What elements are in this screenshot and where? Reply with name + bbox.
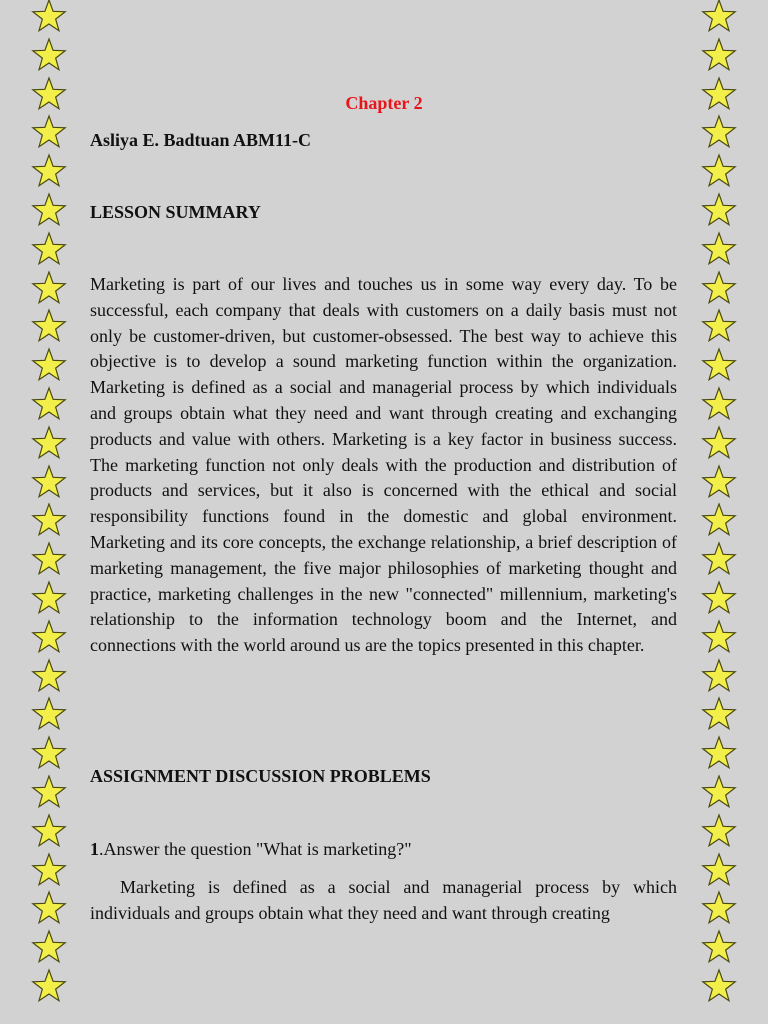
star-icon [700, 580, 738, 618]
star-icon [700, 386, 738, 424]
star-icon [30, 502, 68, 540]
star-icon [30, 192, 68, 230]
star-icon [30, 541, 68, 579]
star-icon [700, 774, 738, 812]
star-icon [30, 774, 68, 812]
answer-paragraph: Marketing is defined as a social and managerial process by which individuals and groups obtain what they need and want through creating [90, 877, 677, 923]
star-icon [30, 0, 68, 36]
assignment-heading: ASSIGNMENT DISCUSSION PROBLEMS [90, 766, 431, 786]
star-icon [700, 37, 738, 75]
lesson-summary-paragraph: Marketing is part of our lives and touches us in some way every day. To be successful, each company that deals with customers on a daily basis must not only be customer-driven, but customer-obsessed. The best way to achieve this objective is to develop a sound marketing function within the organization. Marketing is defined as a social and managerial process by which individuals and groups obtain what they need and want through creating and exchanging products and value with others. Marketing is a key factor in business success. The marketing function not only deals with the production and distribution of products and services, but it also is concerned with the ethical and social responsibility functions found in the domestic and global environment. Marketing and its core concepts, the exchange relationship, a brief description of marketing management, the five major philosophies of marketing thought and practice, marketing challenges in the new "connected" millennium, marketing's relationship to the information technology boom and the Internet, and connections with the world around us are the topics presented in this chapter. [90, 274, 677, 656]
star-icon [700, 270, 738, 308]
star-icon [30, 386, 68, 424]
star-icon [30, 114, 68, 152]
star-icon [700, 735, 738, 773]
star-icon [30, 619, 68, 657]
star-icon [700, 968, 738, 1006]
chapter-title: Chapter 2 [345, 93, 423, 113]
star-icon [30, 153, 68, 191]
star-icon [30, 852, 68, 890]
star-icon [700, 0, 738, 36]
star-icon [30, 580, 68, 618]
author-line: Asliya E. Badtuan ABM11-C [90, 130, 312, 150]
star-icon [700, 153, 738, 191]
star-icon [30, 231, 68, 269]
star-icon [700, 852, 738, 890]
star-icon [700, 76, 738, 114]
star-icon [30, 37, 68, 75]
star-icon [30, 696, 68, 734]
star-icon [700, 813, 738, 851]
star-icon [30, 929, 68, 967]
star-icon [700, 502, 738, 540]
star-icon [700, 619, 738, 657]
star-icon [700, 308, 738, 346]
question-1 [90, 839, 412, 860]
star-icon [700, 192, 738, 230]
star-icon [30, 270, 68, 308]
left-star-border [30, 0, 70, 1024]
star-icon [30, 76, 68, 114]
star-icon [700, 658, 738, 696]
document-page [90, 0, 678, 1024]
star-icon [700, 890, 738, 928]
star-icon [700, 347, 738, 385]
star-icon [30, 658, 68, 696]
star-icon [700, 114, 738, 152]
star-icon [700, 464, 738, 502]
star-icon [30, 464, 68, 502]
star-icon [700, 929, 738, 967]
star-icon [30, 813, 68, 851]
question-number: 1 [90, 839, 99, 859]
star-icon [30, 347, 68, 385]
star-icon [30, 425, 68, 463]
question-text: .Answer the question "What is marketing?" [99, 839, 412, 859]
star-icon [30, 308, 68, 346]
star-icon [30, 735, 68, 773]
star-icon [700, 425, 738, 463]
lesson-summary-heading: LESSON SUMMARY [90, 202, 261, 222]
star-icon [30, 968, 68, 1006]
star-icon [700, 541, 738, 579]
star-icon [700, 231, 738, 269]
star-icon [700, 696, 738, 734]
star-icon [30, 890, 68, 928]
right-star-border [700, 0, 740, 1024]
